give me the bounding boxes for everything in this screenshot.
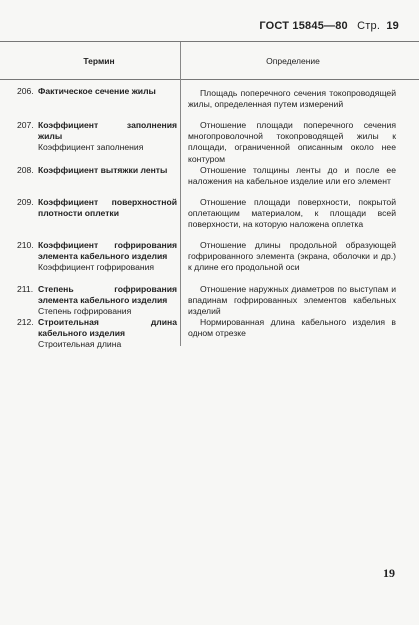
term-cell (17, 284, 177, 318)
running-header (259, 20, 399, 32)
table-header-rule (0, 79, 419, 80)
definition-cell: Площадь поперечного сечения токопроводящей жилы, определенная путем измерений (188, 88, 396, 110)
definition-cell: Нормированная длина кабельного изделия в одном отрезке (188, 317, 396, 339)
term-synonym: Коэффициент гофрирования (38, 262, 155, 273)
term-number: 211. (17, 284, 34, 294)
term-number: 207. (17, 120, 34, 130)
term-cell (17, 317, 177, 351)
term-name: Фактическое сечение жилы (38, 86, 156, 96)
term-name: Коэффициент поверхностной плотности оплетки (38, 197, 177, 219)
column-header-terms: Термин (83, 56, 115, 66)
term-cell (17, 197, 177, 219)
footer-page-number: 19 (383, 566, 395, 580)
term-synonym: Строительная длина (38, 339, 122, 350)
term-cell (17, 120, 177, 154)
definition-cell: Отношение наружных диаметров по выступам и впадинам гофрированных элементов кабельных изделий (188, 284, 396, 317)
column-header-definition: Определение (266, 56, 320, 66)
term-synonym: Коэффициент заполнения (38, 142, 144, 153)
term-cell (17, 240, 177, 274)
term-cell (17, 86, 177, 97)
standard-id: ГОСТ 15845—80 (259, 20, 348, 32)
table-header-row (0, 42, 419, 80)
term-number: 206. (17, 86, 34, 96)
term-number: 208. (17, 165, 34, 175)
definition-cell: Отношение длины продольной образующей гофрированного элемента (экрана, оболочки и др.) к длине его продольной оси (188, 240, 396, 273)
term-name: Коэффициент заполнения жилы (38, 120, 177, 142)
term-number: 209. (17, 197, 34, 207)
term-number: 212. (17, 317, 34, 327)
term-name: Строительная длина кабельного изделия (38, 317, 177, 339)
definition-cell: Отношение толщины ленты до и после ее наложения на кабельное изделие или его элемент (188, 165, 396, 187)
term-synonym: Степень гофрирования (38, 306, 132, 317)
term-name: Коэффициент гофрирования элемента кабельного изделия (38, 240, 177, 262)
term-cell (17, 165, 177, 176)
definition-cell: Отношение площади поперечного сечения многопроволочной токопроводящей жилы к площади, ограниченной описанным около нее контуром (188, 120, 396, 164)
definition-cell: Отношение площади поверхности, покрытой оплетающим материалом, к площади всей поверхности, на которую наложена оплетка (188, 197, 396, 230)
column-divider (180, 42, 181, 346)
term-name: Коэффициент вытяжки ленты (38, 165, 168, 175)
page-label: Стр. (357, 20, 381, 32)
term-name: Степень гофрирования элемента кабельного изделия (38, 284, 177, 306)
header-page-number: 19 (386, 20, 399, 32)
term-number: 210. (17, 240, 34, 250)
